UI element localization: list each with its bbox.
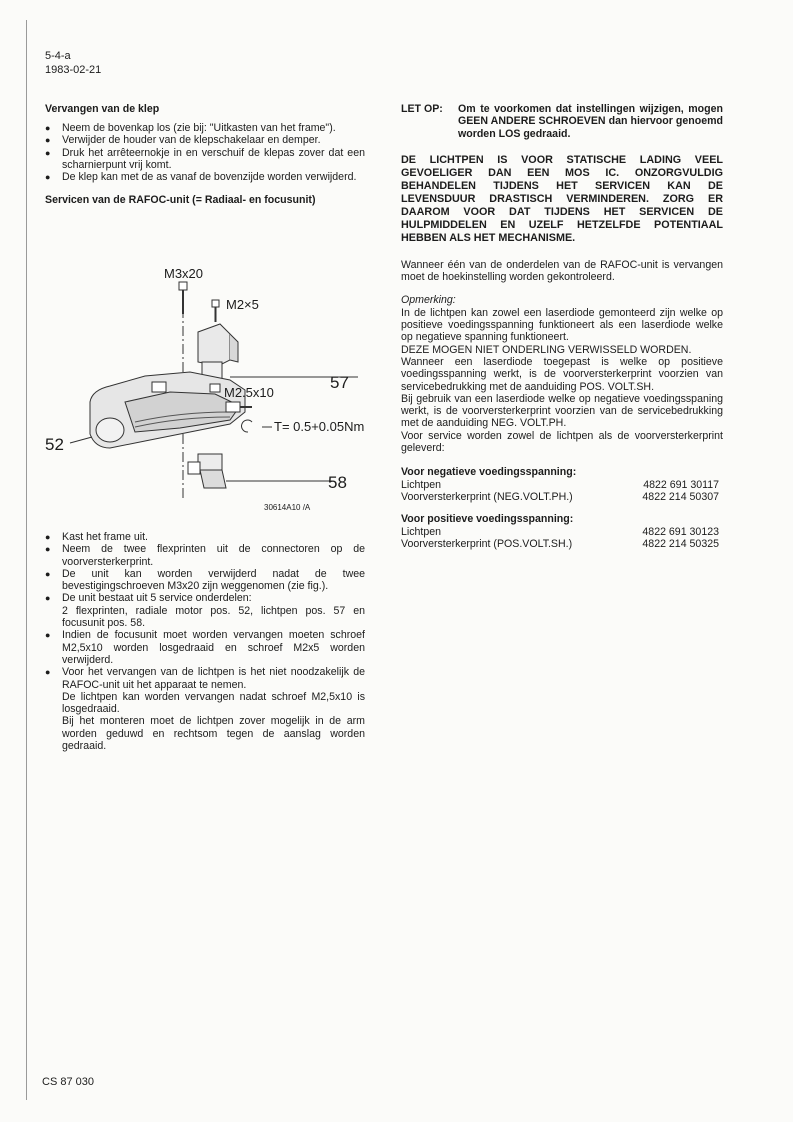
page-date: 1983-02-21: [45, 64, 102, 76]
screw-m2x5-icon: [212, 300, 219, 322]
screw-m25x10-icon: [226, 402, 252, 412]
list-item: ● Kast het frame uit.: [45, 531, 365, 543]
rafoc-steps: [45, 531, 365, 752]
label-m2x5: M2×5: [226, 297, 259, 312]
label-57: 57: [330, 373, 349, 392]
replace-note: Wanneer één van de onderdelen van de RAFOC-unit is vervangen moet de hoekinstelling worden gekontroleerd.: [401, 258, 723, 284]
static-warning: DE LICHTPEN IS VOOR STATISCHE LADING VEEL GEVOELIGER DAN EEN MOS IC. ONZORGVULDIG BEHANDELEN TIJDENS HET SERVICEN KAN DE LEVENSDUUR DRASTISCH VERMINDEREN. ZORG ER DAAROM VOOR DAT TIJDENS HET SERVICEN DE HULPMIDDELEN EN UZELF HETZELFDE POTENTIAAL HEBBEN ALS HET MECHANISME.: [401, 153, 723, 244]
leader-52: [70, 437, 92, 443]
remark-label: Opmerking:: [401, 294, 456, 307]
screw-m3x20-icon: [179, 282, 187, 314]
pos-title: Voor positieve voedingsspanning:: [401, 513, 574, 526]
list-item: ● Voor het vervangen van de lichtpen is het niet noodzakelijk de RAFOC-unit uit het apparaat te nemen. De lichtpen kan worden vervangen nadat schroef M2,5x10 is losgedraaid. Bij het monteren moet de lichtpen zover mogelijk in de arm worden geduwd en rechtsom tegen de aanslag worden gedraaid.: [45, 666, 365, 752]
left-column-top: [45, 103, 365, 207]
label-m25x10: M2.5x10: [224, 385, 274, 400]
figure-code: 30614A10 /A: [264, 503, 311, 512]
label-m3x20: M3x20: [164, 266, 204, 281]
section-title-rafoc: Servicen van de RAFOC-unit (= Radiaal- en focusunit): [45, 194, 316, 207]
table-row: Voorversterkerprint (POS.VOLT.SH.) 4822 214 50325: [401, 537, 719, 550]
caution-note: [401, 103, 723, 140]
list-item: ● De unit bestaat uit 5 service onderdelen: 2 flexprinten, radiale motor pos. 52, lichtpen pos. 57 en focusunit pos. 58.: [45, 592, 365, 629]
caution-label: LET OP:: [401, 103, 443, 115]
list-item: ● Neem de bovenkap los (zie bij: "Uitkasten van het frame").: [45, 122, 365, 134]
rafoc-body-icon: [90, 372, 245, 448]
focus-unit-icon: [188, 454, 226, 488]
torque-arrow-icon: [242, 420, 252, 432]
neg-title: Voor negatieve voedingsspanning:: [401, 466, 577, 479]
remark-body: In de lichtpen kan zowel een laserdiode gemonteerd zijn welke op positieve voedingsspanning funktioneert als een laserdiode welke op negatieve spanning funktioneert. DEZE MOGEN NIET ONDERLING VERWISSELD WORDEN. Wanneer een laserdiode toegepast is welke op positieve voedingsspanning werkt, is de voorversterkerprint voorzien van servicebedrukking met de aanduiding POS. VOLT.SH. Bij gebruik van een laserdiode welke op negatieve voedingsspaning werkt, is de voorversterkerprint voorzien van de servicebedrukking met de aanduiding NEG. VOLT.PH. Voor service worden zowel de lichtpen als de voorversterkerprint geleverd:: [401, 306, 723, 455]
page-header: [45, 49, 101, 77]
parts-negative: [401, 466, 723, 503]
list-item: ● De klep kan met de as vanaf de bovenzijde worden verwijderd.: [45, 171, 365, 183]
label-52: 52: [45, 435, 64, 454]
table-row: Voorversterkerprint (NEG.VOLT.PH.) 4822 214 50307: [401, 490, 719, 503]
list-item: ● Verwijder de houder van de klepschakelaar en demper.: [45, 134, 365, 146]
table-row: Lichtpen 4822 691 30123: [401, 525, 719, 538]
table-row: Lichtpen 4822 691 30117: [401, 478, 719, 491]
label-58: 58: [328, 473, 347, 492]
rafoc-unit-figure: [40, 262, 370, 520]
list-item: ● Indien de focusunit moet worden vervangen moeten schroef M2,5x10 worden losgedraaid en schroef M2x5 worden verwijderd.: [45, 629, 365, 666]
page-number: 5-4-a: [45, 50, 71, 62]
list-item: ● Druk het arrêteernokje in en verschuif de klepas zover dat een scharnierpunt vrij komt.: [45, 147, 365, 172]
label-torque: T= 0.5+0.05Nm: [274, 419, 365, 434]
section-title-klep: Vervangen van de klep: [45, 103, 160, 115]
right-column: [401, 103, 723, 550]
parts-positive: [401, 513, 723, 550]
list-item: ● De unit kan worden verwijderd nadat de twee bevestigingschroeven M3x20 zijn weggenomen (zie fig.).: [45, 568, 365, 593]
klep-steps: [45, 122, 365, 183]
footer-code: CS 87 030: [42, 1076, 94, 1088]
list-item: ● Neem de twee flexprinten uit de connectoren op de voorversterkerprint.: [45, 543, 365, 568]
margin-rule: [26, 20, 27, 1100]
caution-text: Om te voorkomen dat instellingen wijzigen, mogen GEEN ANDERE SCHROEVEN dan hiervoor genoemd worden LOS gedraaid.: [458, 103, 723, 140]
left-column-bottom: [45, 531, 365, 752]
